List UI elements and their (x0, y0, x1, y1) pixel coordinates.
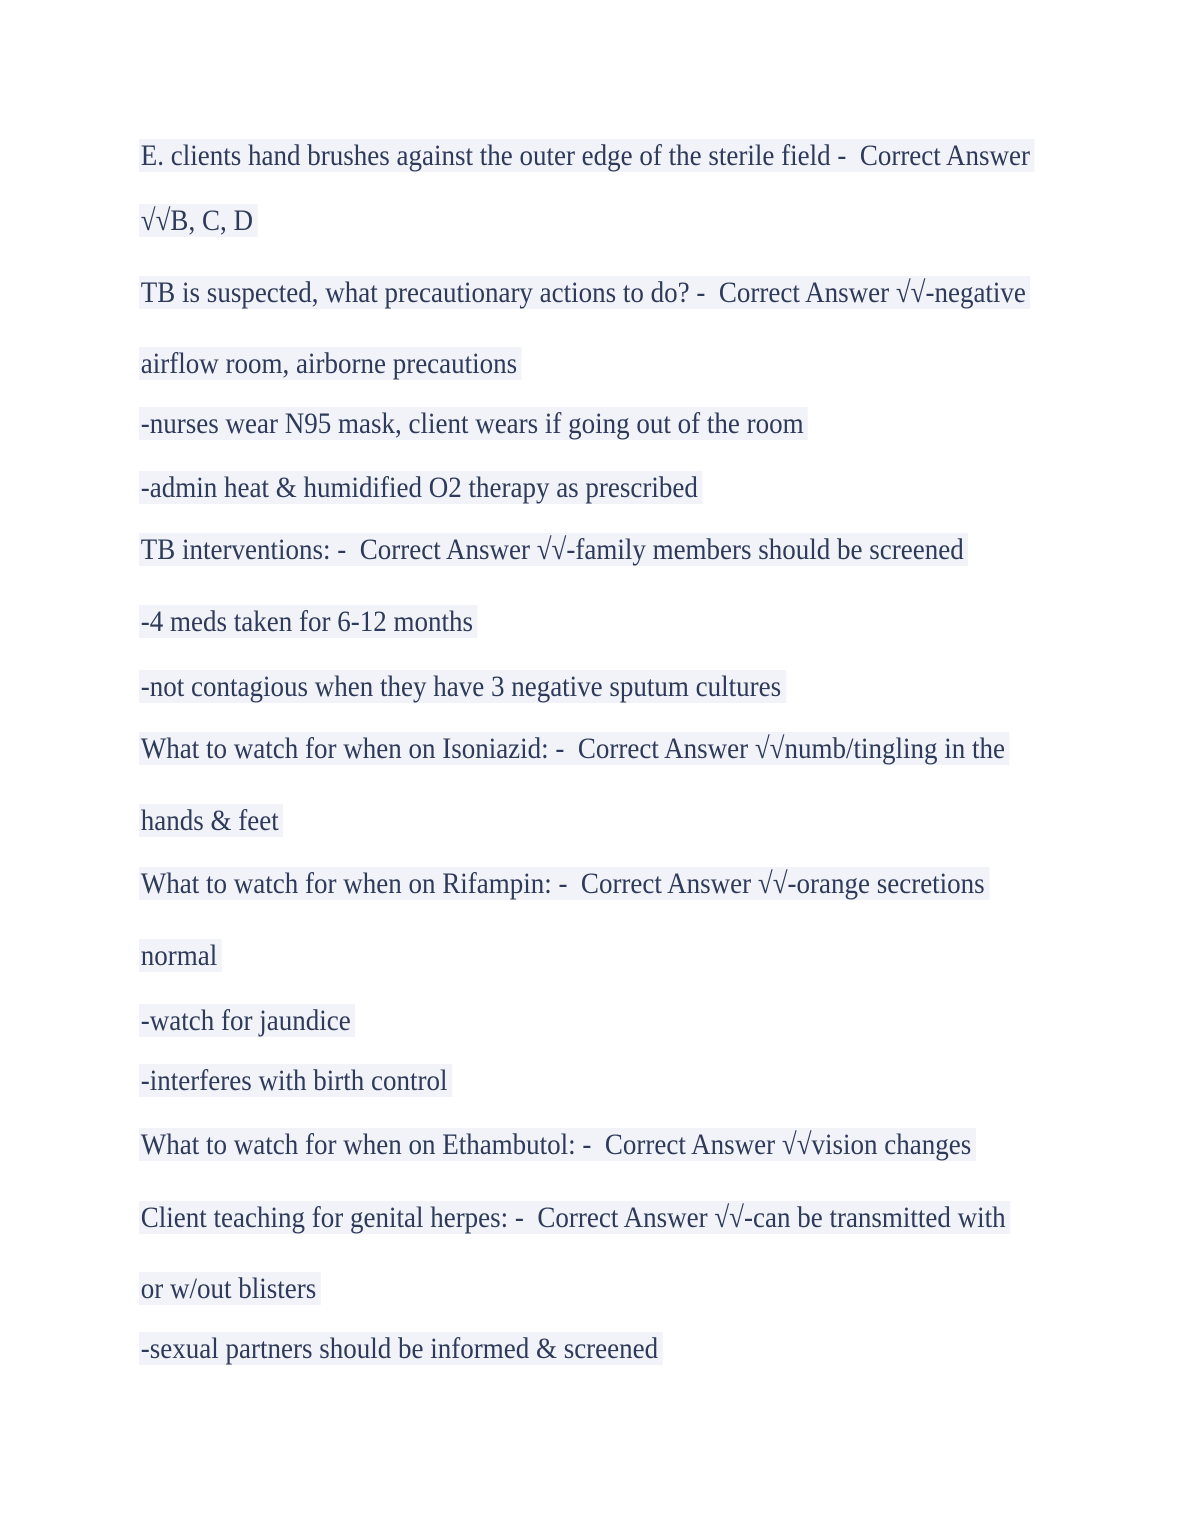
highlighted-text: -nurses wear N95 mask, client wears if going out of the room (139, 407, 808, 440)
text-line (139, 276, 1030, 310)
highlighted-text: -watch for jaundice (139, 1004, 355, 1037)
highlighted-text: E. clients hand brushes against the outer edge of the sterile field - Correct Answer (139, 139, 1035, 172)
text-line (139, 139, 1035, 173)
text-line (139, 1128, 976, 1162)
text-line (139, 732, 1010, 766)
text-line (139, 939, 222, 973)
text-line (139, 1004, 355, 1038)
highlighted-text: -admin heat & humidified O2 therapy as prescribed (139, 471, 702, 504)
highlighted-text: -sexual partners should be informed & screened (139, 1332, 663, 1365)
highlighted-text: What to watch for when on Isoniazid: - Correct Answer √√numb/tingling in the (139, 732, 1010, 765)
highlighted-text: What to watch for when on Ethambutol: - Correct Answer √√vision changes (139, 1128, 976, 1161)
highlighted-text: √√B, C, D (139, 204, 257, 237)
text-line (139, 1272, 321, 1306)
highlighted-text: TB interventions: - Correct Answer √√-family members should be screened (139, 533, 968, 566)
highlighted-text: -4 meds taken for 6-12 months (139, 605, 477, 638)
highlighted-text: normal (139, 939, 222, 972)
highlighted-text: airflow room, airborne precautions (139, 347, 522, 380)
highlighted-text: TB is suspected, what precautionary actions to do? - Correct Answer √√-negative (139, 276, 1030, 309)
text-line (139, 867, 989, 901)
highlighted-text: What to watch for when on Rifampin: - Correct Answer √√-orange secretions (139, 867, 989, 900)
text-line (139, 1332, 663, 1366)
text-line (139, 804, 283, 838)
text-line (139, 1201, 1010, 1235)
text-line (139, 533, 968, 567)
text-line (139, 1064, 452, 1098)
text-line (139, 347, 522, 381)
text-line (139, 407, 808, 441)
text-line (139, 471, 702, 505)
text-line (139, 670, 786, 704)
text-line (139, 605, 477, 639)
highlighted-text: hands & feet (139, 804, 283, 837)
highlighted-text: -interferes with birth control (139, 1064, 452, 1097)
highlighted-text: Client teaching for genital herpes: - Correct Answer √√-can be transmitted with (139, 1201, 1010, 1234)
highlighted-text: or w/out blisters (139, 1272, 321, 1305)
highlighted-text: -not contagious when they have 3 negative sputum cultures (139, 670, 786, 703)
text-line (139, 204, 257, 238)
